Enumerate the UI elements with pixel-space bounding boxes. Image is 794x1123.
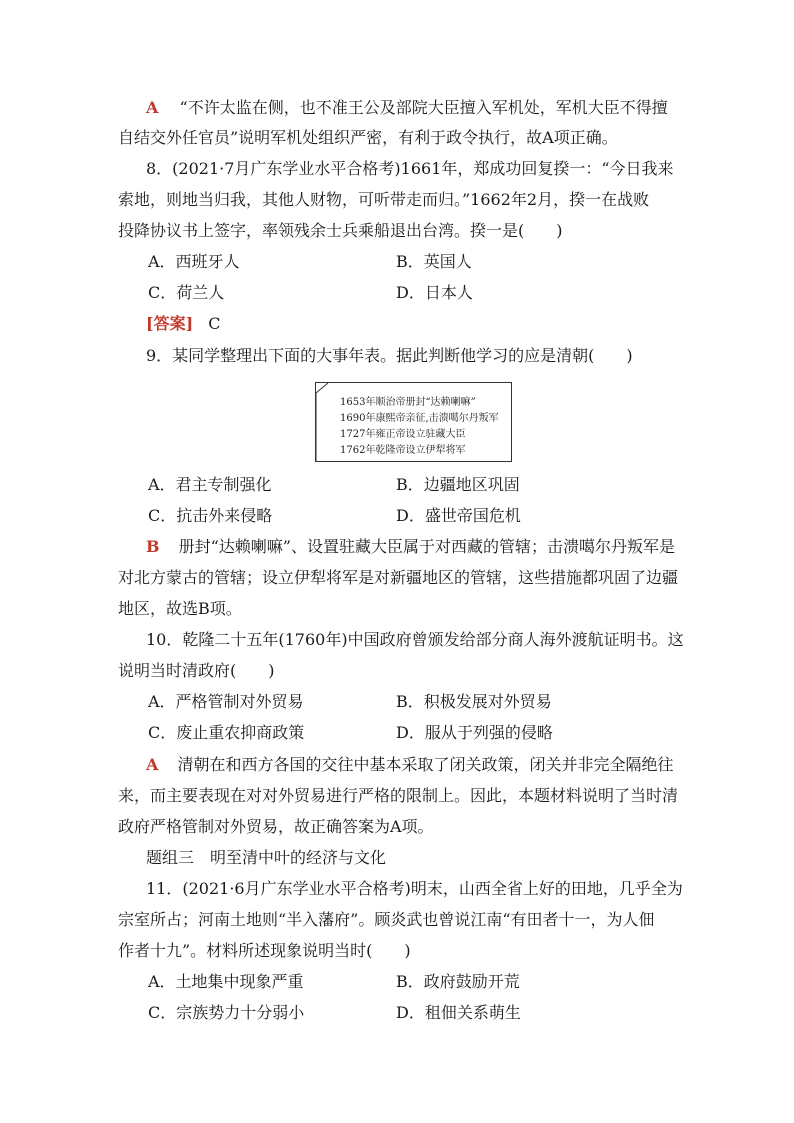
answer-letter: A bbox=[146, 755, 159, 774]
chronology-line-1: 1653年顺治帝册封“达赖喇嘛” bbox=[340, 397, 476, 408]
q9-option-d: D．盛世帝国危机 bbox=[396, 506, 521, 525]
q9-explanation-line-2: 对北方蒙古的管辖；设立伊犁将军是对新疆地区的管辖，这些措施都巩固了边疆 bbox=[118, 568, 679, 587]
q11-stem-line-3: 作者十九”。材料所述现象说明当时( ) bbox=[118, 941, 411, 960]
q9-option-b: B．边疆地区巩固 bbox=[396, 475, 520, 494]
q10-explanation-line-3: 政府严格管制对外贸易，故正确答案为A项。 bbox=[118, 817, 434, 836]
chronology-line-2: 1690年康熙帝亲征,击溃噶尔丹叛军 bbox=[340, 413, 499, 424]
q8-option-a: A．西班牙人 bbox=[148, 252, 240, 271]
q9-option-c: C．抗击外来侵略 bbox=[148, 506, 273, 525]
answer-letter: A bbox=[146, 98, 159, 117]
q7-explanation-line-2: 自结交外任官员”说明军机处组织严密，有利于政令执行，故A项正确。 bbox=[118, 128, 618, 147]
q8-option-d: D．日本人 bbox=[396, 283, 473, 302]
q11-option-d: D．租佃关系萌生 bbox=[396, 1003, 521, 1022]
q10-explanation-line-1: A 清朝在和西方各国的交往中基本采取了闭关政策，闭关并非完全隔绝往 bbox=[146, 755, 674, 774]
q10-option-a: A．严格管制对外贸易 bbox=[148, 692, 304, 711]
q11-option-a: A．土地集中现象严重 bbox=[148, 972, 304, 991]
q10-stem-line-1: 10．乾隆二十五年(1760年)中国政府曾颁发给部分商人海外渡航证明书。这 bbox=[146, 630, 684, 649]
q9-explanation-line-3: 地区，故选B项。 bbox=[118, 599, 242, 618]
q8-stem-line-3: 投降协议书上签字，率领残余士兵乘船退出台湾。揆一是( ) bbox=[118, 221, 563, 240]
q10-option-b: B．积极发展对外贸易 bbox=[396, 692, 552, 711]
q9-option-a: A．君主专制强化 bbox=[148, 475, 272, 494]
q10-stem-line-2: 说明当时清政府( ) bbox=[118, 661, 275, 680]
chronology-line-4: 1762年乾隆帝设立伊犁将军 bbox=[340, 445, 466, 456]
section-heading: 题组三 明至清中叶的经济与文化 bbox=[146, 848, 387, 867]
q8-stem-line-1: 8．(2021·7月广东学业水平合格考)1661年，郑成功回复揆一：“今日我来 bbox=[146, 159, 674, 178]
q9-stem: 9．某同学整理出下面的大事年表。据此判断他学习的应是清朝( ) bbox=[146, 346, 633, 365]
chronology-table bbox=[315, 382, 512, 462]
answer-tag: [答案] bbox=[146, 314, 194, 333]
q8-answer: [答案] C bbox=[146, 314, 221, 333]
q7-explanation-line-1: A “不许太监在侧，也不准王公及部院大臣擅入军机处，军机大臣不得擅 bbox=[146, 98, 668, 117]
q11-stem-line-1: 11．(2021·6月广东学业水平合格考)明末，山西全省上好的田地，几乎全为 bbox=[146, 879, 683, 898]
q10-explanation-line-2: 来，而主要表现在对对外贸易进行严格的限制上。因此，本题材料说明了当时清 bbox=[118, 786, 679, 805]
q11-option-b: B．政府鼓励开荒 bbox=[396, 972, 520, 991]
q9-explanation-line-1: B 册封“达赖喇嘛”、设置驻藏大臣属于对西藏的管辖；击溃噶尔丹叛军是 bbox=[146, 537, 675, 556]
q10-option-d: D．服从于列强的侵略 bbox=[396, 723, 553, 742]
q8-option-b: B．英国人 bbox=[396, 252, 472, 271]
q8-option-c: C．荷兰人 bbox=[148, 283, 225, 302]
q10-option-c: C．废止重农抑商政策 bbox=[148, 723, 305, 742]
chronology-line-3: 1727年雍正帝设立驻藏大臣 bbox=[340, 429, 466, 440]
q8-stem-line-2: 索地，则地当归我，其他人财物，可听带走而归。”1662年2月，揆一在战败 bbox=[118, 190, 650, 209]
q11-stem-line-2: 宗室所占；河南土地则“半入藩府”。顾炎武也曾说江南“有田者十一，为人佃 bbox=[118, 910, 655, 929]
q11-option-c: C．宗族势力十分弱小 bbox=[148, 1003, 305, 1022]
answer-letter: B bbox=[146, 537, 160, 556]
